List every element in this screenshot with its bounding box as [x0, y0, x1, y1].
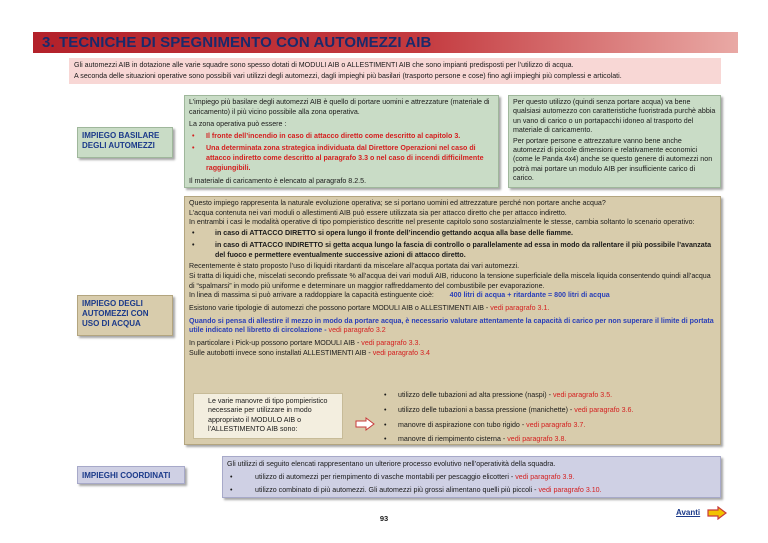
coord-intro: Gli utilizzi di seguito elencati rappresentano un ulteriore processo evolutivo nell’operatività della squadra. — [227, 460, 556, 468]
label-basic-use — [77, 127, 173, 158]
water-p6 — [189, 291, 716, 301]
basic-side-2: Per portare persone e attrezzature vanno bene anche automezzi di piccole dimensioni e relativamente economici (come le Panda 4x4) anche se questo genere di automezzi non potrà mai portare un modulo AIB per insufficiente carico di carico. — [513, 136, 713, 183]
water-p1: Questo impiego rappresenta la naturale evoluzione operativa; se si portano uomini ed attrezzature perché non portare anche acqua? — [189, 199, 606, 207]
coord-item — [227, 472, 716, 484]
coord-item-ref[interactable]: vedi paragrafo 3.10. — [538, 486, 602, 494]
maneuver-item — [381, 391, 711, 401]
next-link[interactable] — [676, 508, 700, 517]
water-p7-ref[interactable]: vedi paragrafo 3.1. — [490, 304, 550, 313]
maneuver-item-text: manovre di aspirazione con tubo rigido - — [398, 420, 527, 429]
basic-bullet-1: • Il fronte dell’incendio in caso di attacco diretto come descritto al capitolo 3. — [189, 132, 494, 142]
water-p10 — [189, 349, 716, 359]
water-p9-ref[interactable]: vedi paragrafo 3.3. — [361, 339, 421, 348]
maneuvers-text: Le varie manovre di tipo pompieristico necessarie per utilizzare in modo appropriato il MODULO AIB o l’ALLESTIMENTO AIB sono: — [208, 397, 328, 434]
maneuvers-box — [193, 393, 343, 439]
coord-item-text: utilizzo combinato di più automezzi. Gli automezzi più grossi alimentano quelli più piccoli - — [255, 486, 539, 494]
coord-item-ref[interactable]: vedi paragrafo 3.9. — [515, 472, 575, 481]
maneuver-item-text: manovre di riempimento cisterna - — [398, 435, 508, 444]
basic-side-1: Per questo utilizzo (quindi senza portare acqua) va bene qualsiasi automezzo con caratteristiche fuoristrada purchè abbia un vano di carico o un portapacchi idoneo al trasporto del materiale di caricamento. — [513, 98, 716, 135]
label-coordinated-use-text: IMPIEGHI COORDINATI — [82, 471, 171, 480]
basic-p2: La zona operativa può essere : — [189, 119, 287, 128]
water-p10-ref[interactable]: vedi paragrafo 3.4 — [372, 348, 430, 357]
basic-p1: L’impiego più basilare degli automezzi AIB è quello di portare uomini e attrezzature (materiale di caricamento) il più vicino possibile alla zona operativa. — [189, 98, 490, 116]
water-p8-text: Quando si pensa di allestire il mezzo in modo da portare acqua, è necessario valutare attentamente la capacità di carico per non superare il limite di portata utile indicato nel libretto di circolazione - — [189, 316, 714, 335]
coord-item — [227, 485, 716, 497]
maneuver-item — [381, 406, 711, 416]
label-basic-use-text: IMPIEGO BASILARE DEGLI AUTOMEZZI — [82, 131, 160, 150]
water-p3: In entrambi i casi le modalità operative di tipo pompieristico descritte nel presente capitolo sono sostanzialmente le stesse, cambia soltanto lo scenario operativo: — [189, 218, 695, 227]
basic-p3: Il materiale di caricamento è elencato al paragrafo 8.2.5. — [189, 176, 367, 185]
maneuver-item — [381, 421, 711, 431]
water-p9-text: In particolare i Pick-up possono portare MODULI AIB - — [189, 339, 362, 348]
water-p7 — [189, 304, 716, 314]
water-p6-text: In linea di massima si può arrivare a raddoppiare la capacità estinguente cioè: — [189, 291, 434, 300]
maneuvers-list — [381, 391, 711, 445]
label-water-use — [77, 295, 173, 336]
page-number: 93 — [379, 514, 389, 523]
label-coordinated-use — [77, 466, 185, 484]
basic-side-box — [508, 95, 721, 188]
water-p2: L’acqua contenuta nei vari moduli o allestimenti AIB può essere utilizzata sia per attacco diretto che per attacco indiretto. — [189, 208, 567, 217]
water-p5: Si tratta di liquidi che, miscelati secondo prefissate % all’acqua dei vari moduli AIB, riducono la tensione superficiale della miscela liquida consentendo quindi all’acqua di “spalmarsi” in modo più uniforme e determinare un maggior raffreddamento del combustibile per evaporazione. — [189, 271, 711, 290]
maneuver-item-text: utilizzo delle tubazioni a bassa pressione (manichette) - — [398, 405, 575, 414]
label-water-use-text: IMPIEGO DEGLI AUTOMEZZI CON USO DI ACQUA — [82, 299, 149, 328]
coordinated-use-box — [222, 456, 721, 498]
water-p6-equation: 400 litri di acqua + ritardante = 800 litri di acqua — [449, 291, 610, 300]
water-use-box — [184, 196, 721, 445]
arrow-right-icon — [355, 417, 375, 431]
maneuver-item-ref[interactable]: vedi paragrafo 3.8. — [507, 435, 567, 444]
water-p4: Recentemente è stato proposto l’uso di liquidi ritardanti da miscelare all’acqua portata dai vari automezzi. — [189, 262, 520, 271]
water-p9 — [189, 339, 716, 349]
intro-line-2: A seconda delle situazioni operative sono possibili vari utilizzi degli automezzi, dagli impieghi più basilari (trasporto persone e cose) fino agli impieghi più complessi e articolati. — [74, 72, 622, 80]
water-bullet-2: • in caso di ATTACCO INDIRETTO si getta acqua lungo la fascia di controllo o parallelamente ad essa in modo da rallentare il più possibile l’avanzata del fuoco e permettere eventualmente successive azioni di attacco diretto. — [189, 241, 716, 260]
arrow-right-icon[interactable] — [707, 506, 727, 520]
maneuver-item-ref[interactable]: vedi paragrafo 3.7. — [526, 420, 586, 429]
water-p8 — [189, 317, 716, 336]
water-p10-text: Sulle autobotti invece sono installati ALLESTIMENTI AIB - — [189, 348, 373, 357]
next-link-label[interactable]: Avanti — [676, 508, 701, 517]
maneuver-item-ref[interactable]: vedi paragrafo 3.6. — [574, 405, 634, 414]
water-p7-text: Esistono varie tipologie di automezzi che possono portare MODULI AIB o ALLESTIMENTI AIB - — [189, 304, 491, 313]
intro-line-1: Gli automezzi AIB in dotazione alle varie squadre sono spesso dotati di MODULI AIB o ALLESTIMENTI AIB che sono impianti predisposti per l’utilizzo di acqua. — [74, 61, 574, 69]
basic-use-box — [184, 95, 499, 188]
water-p8-ref[interactable]: vedi paragrafo 3.2 — [328, 326, 386, 335]
intro-box — [69, 58, 721, 84]
maneuver-item — [381, 435, 711, 445]
water-bullet-1: • in caso di ATTACCO DIRETTO si opera lungo il fronte dell’incendio gettando acqua alla base delle fiamme. — [189, 229, 716, 239]
page-title: 3. TECNICHE DI SPEGNIMENTO CON AUTOMEZZI AIB — [42, 34, 432, 51]
maneuver-item-text: utilizzo delle tubazioni ad alta pressione (naspi) - — [398, 391, 553, 399]
basic-bullet-2: • Una determinata zona strategica individuata dal Direttore Operazioni nel caso di attacco indiretto come descritto al paragrafo 3.3 o nel caso di incendi difficilmente raggiungibili. — [189, 144, 494, 173]
coord-item-text: utilizzo di automezzi per riempimento di vasche montabili per pescaggio elicotteri - — [255, 472, 516, 481]
maneuver-item-ref[interactable]: vedi paragrafo 3.5. — [552, 391, 613, 399]
